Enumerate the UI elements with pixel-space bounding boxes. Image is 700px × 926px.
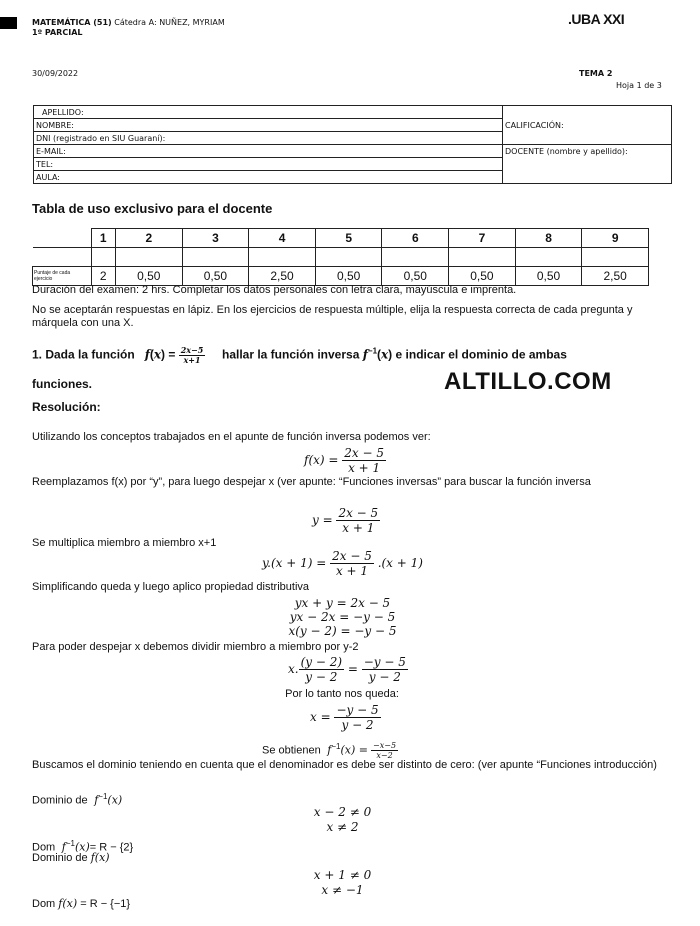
field-tel: TEL: (34, 158, 503, 171)
grading-cell (515, 248, 582, 267)
grading-col: 8 (515, 229, 582, 248)
solution-text: Simplificando queda y luego aplico propiedad distributiva (32, 581, 310, 593)
exam-date: 30/09/2022 (32, 69, 79, 78)
docente-label: DOCENTE (nombre y apellido): (503, 145, 672, 184)
field-dni: DNI (registrado en SIU Guaraní): (34, 132, 503, 145)
grading-cell (582, 248, 649, 267)
solution-text: Por lo tanto nos queda: (285, 688, 399, 700)
score-cell: 0,50 (315, 267, 382, 286)
solution-text: Reemplazamos f(x) por “y”, para luego despejar x (ver apunte: “Funciones inversas” para buscar la función inversa (32, 476, 591, 488)
tema-label: TEMA 2 (579, 69, 613, 78)
grading-col: 7 (449, 229, 516, 248)
solution-text: Para poder despejar x debemos dividir miembro a miembro por y-2 (32, 641, 359, 653)
eq-line: x ≠ 2 (326, 820, 359, 834)
score-cell: 0,50 (115, 267, 182, 286)
eq-y: y = $\frac{2x - 5}{x + 1}$ (312, 506, 379, 535)
eq-line: x − 2 ≠ 0 (313, 805, 372, 819)
pencil-note: No se aceptarán respuestas en lápiz. En los ejercicios de respuesta múltiple, elija la respuesta correcta de cada pregunta y márquela con una X. (32, 304, 633, 329)
question-1: 1. Dada la función f(x) = $\frac{2x-5}{x+1}$ hallar la función inversa $f^{-1}(x)$ e indicar el dominio de ambas (32, 345, 567, 365)
q1-fraction: $\frac{2x-5}{x+1}$ (180, 345, 204, 365)
grading-col: 6 (382, 229, 449, 248)
domain-inv-result: Dom $f^{-1}(x)= R - \{2\}$ (32, 839, 134, 854)
eq-x: x = $\frac{-y - 5}{y - 2}$ (310, 703, 379, 732)
grading-cell (115, 248, 182, 267)
grading-cell (182, 248, 249, 267)
eq-f: f(x) = $\frac{2x - 5}{x + 1}$ (304, 446, 384, 475)
eq-line: yx + y = 2x − 5 (294, 596, 391, 610)
grading-table (32, 228, 649, 286)
result-line: Se obtienen $f^{-1}(x)$ = $\frac{-x-5}{x-2}$ (262, 741, 397, 761)
grading-col: 9 (582, 229, 649, 248)
chair-name: Cátedra A: NUÑEZ, MYRIAM (111, 18, 225, 27)
eq-line: yx − 2x = −y − 5 (289, 610, 396, 624)
domain-f-result: Dom f(x) = R − {−1} (32, 897, 131, 910)
sheet-number: Hoja 1 de 3 (616, 81, 662, 90)
grading-col: 4 (249, 229, 316, 248)
grading-cell (315, 248, 382, 267)
grading-col: 1 (91, 229, 115, 248)
field-nombre: NOMBRE: (34, 119, 503, 132)
grading-table-title: Tabla de uso exclusivo para el docente (32, 201, 273, 216)
field-apellido: APELLIDO: (34, 106, 503, 119)
score-cell: 0,50 (382, 267, 449, 286)
resolucion-label: Resolución: (32, 400, 101, 414)
field-email: E-MAIL: (34, 145, 503, 158)
black-margin-mark (0, 17, 17, 29)
eq-divide: x. $\frac{(y - 2)}{y - 2}$ = $\frac{-y - 5}{y - 2}$ (288, 655, 406, 684)
eq-multiply: y.(x + 1) = $\frac{2x - 5}{x + 1}$ .(x + 1) (262, 549, 423, 578)
domain-inv-title: Dominio de $f^{-1}(x)$ (32, 792, 123, 807)
duration-note: Duración del examen: 2 hrs. Completar los datos personales con letra clara, mayúscula e imprenta. (32, 284, 517, 296)
exam-name: 1º PARCIAL (32, 28, 83, 37)
domain-f-title: Dominio de f(x) (32, 851, 110, 864)
field-aula: AULA: (34, 171, 503, 184)
grading-cell (449, 248, 516, 267)
course-name: MATEMÁTICA (51) (32, 18, 112, 27)
question-1-line2: funciones. (32, 377, 93, 391)
altillo-watermark: ALTILLO.COM (444, 368, 612, 395)
personal-data-table (33, 105, 672, 184)
score-cell: 0,50 (515, 267, 582, 286)
grading-col: 2 (115, 229, 182, 248)
solution-text: Buscamos el dominio teniendo en cuenta que el denominador es debe ser distinto de cero: (ver apunte “Funciones introducción) (32, 759, 657, 771)
grading-col: 5 (315, 229, 382, 248)
eq-line: x ≠ −1 (321, 883, 364, 897)
eq-line: x(y − 2) = −y − 5 (288, 624, 397, 638)
eq-line: x + 1 ≠ 0 (313, 868, 372, 882)
solution-text: Utilizando los conceptos trabajados en el apunte de función inversa podemos ver: (32, 431, 431, 443)
grading-cell (91, 248, 115, 267)
grading-cell (382, 248, 449, 267)
uba-xxi-logo: .UBA XXI (568, 11, 625, 27)
score-cell: 0,50 (182, 267, 249, 286)
grading-cell (249, 248, 316, 267)
score-cell: 0,50 (449, 267, 516, 286)
score-cell: 2 (91, 267, 115, 286)
calificacion-label: CALIFICACIÓN: (503, 106, 672, 145)
score-cell: 2,50 (582, 267, 649, 286)
grading-col: 3 (182, 229, 249, 248)
score-cell: 2,50 (249, 267, 316, 286)
score-row-label: Puntaje de cada ejercicio (33, 267, 92, 286)
course-header (32, 18, 225, 38)
solution-text: Se multiplica miembro a miembro x+1 (32, 537, 217, 549)
